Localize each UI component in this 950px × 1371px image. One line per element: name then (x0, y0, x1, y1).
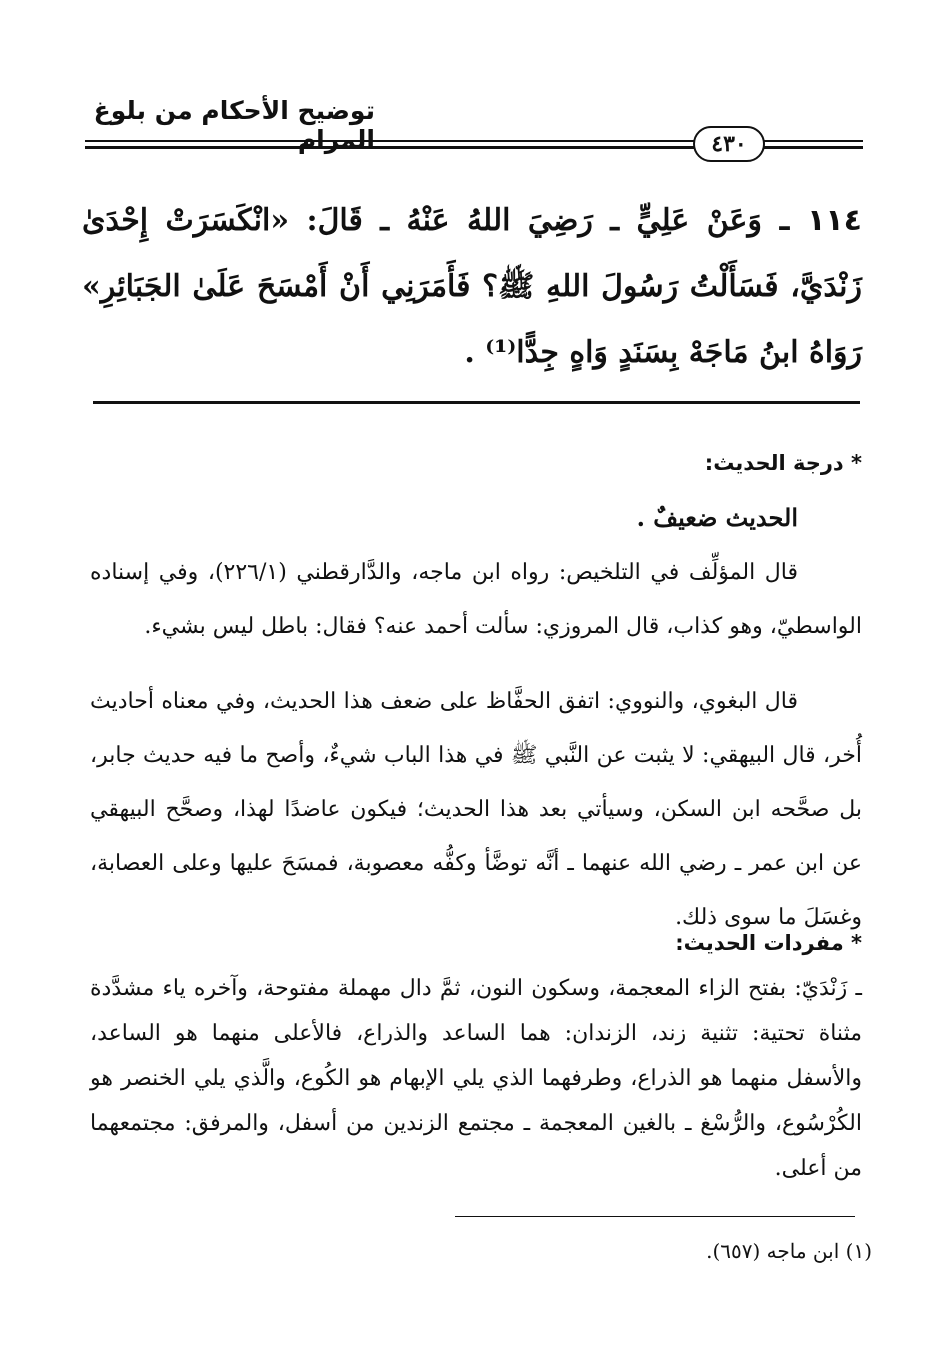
grade-paragraph: قال البغوي، والنووي: اتفق الحفَّاظ على ضعف هذا الحديث، وفي معناه أحاديث أُخر، قال البيهقي: لا يثبت عن النَّبي ﷺ في هذا الباب شيءٌ، وأصح ما فيه حديث جابر، بل صحَّحه ابن السكن، وسيأتي بعد هذا الحديث؛ فيكون عاضدًا لهذا، وصحَّح البيهقي عن ابن عمر ـ رضي الله عنهما ـ أنَّه توضَّأ وكفُّه معصوبة، فمسَحَ عليها وعلى العصابة، وغسَلَ ما سوى ذلك. (90, 689, 862, 930)
hadith-number: ١١٤ ـ (779, 203, 862, 238)
running-title: توضيح الأحكام من بلوغ المرام (93, 96, 375, 154)
hadith-text-block (82, 188, 862, 386)
section-divider (93, 401, 860, 404)
vocab-heading: * مفردات الحديث: (675, 931, 862, 955)
page-number: ٤٣٠ (693, 126, 765, 162)
footnote-rule (455, 1216, 855, 1217)
grade-paragraph: قال المؤلِّف في التلخيص: رواه ابن ماجه، والدَّارقطني (٢٢٦/١)، وفي إسناده الواسطيّ، وهو كذاب، قال المروزي: سألت أحمد عنه؟ فقال: باطل ليس بشيء. (90, 560, 862, 639)
footnote: (١) ابن ماجه (٦٥٧). (706, 1239, 872, 1263)
vocab-text: ـ زَنْدَيّ: بفتح الزاء المعجمة، وسكون النون، ثمَّ دال مهملة مفتوحة، وآخره ياء مشدَّدة مثناة تحتية: تثنية زند، الزندان: هما الساعد والذراع، فالأعلى منهما هو الساعد، والأسفل منهما هو الذراع، وطرفهما الذي يلي الإبهام هو الكُوع، والَّذي يلي الخنصر هو الكُرْسُوع، والرُّسْغ ـ بالغين المعجمة ـ مجتمع الزندين من أسفل، والمرفق: مجتمعهما من أعلى. (90, 976, 862, 1181)
grade-verdict: الحديث ضعيفٌ . (636, 503, 798, 532)
grade-heading: * درجة الحديث: (704, 451, 862, 475)
hadith-text: وَعَنْ عَلِيٍّ ـ رَضِيَ اللهُ عَنْهُ ـ قَالَ: «انْكَسَرَتْ إِحْدَىٰ زَنْدَيَّ، فَسَأَلْتُ رَسُولَ اللهِ ﷺ؟ فَأَمَرَنِي أَنْ أَمْسَحَ عَلَىٰ الجَبَائِرِ» رَوَاهُ ابنُ مَاجَهْ بِسَنَدٍ وَاهٍ جِدًّا⁽¹⁾ . (82, 203, 862, 370)
